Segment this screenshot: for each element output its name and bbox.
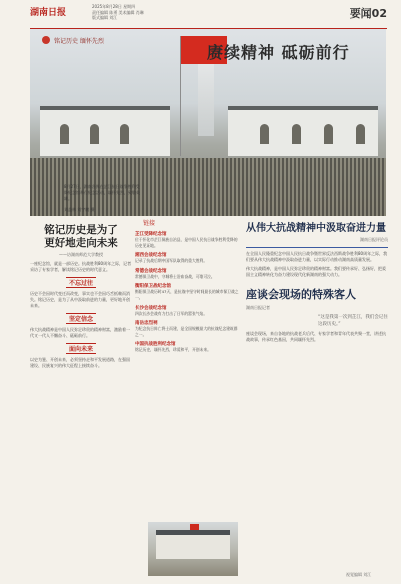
right-byline-1: 湖南日报评论员: [360, 237, 388, 242]
banner-tag: 铭记历史 缅怀先烈: [54, 38, 104, 45]
right-title-2: 座谈会现场的特殊客人: [246, 288, 356, 301]
right-title-1: 从伟大抗战精神中汲取奋进力量: [246, 223, 386, 234]
header-rule: [30, 28, 387, 29]
left-title: [30, 224, 132, 250]
link-item-title: 长沙会战纪念馆: [135, 305, 167, 311]
page-header: [0, 0, 401, 30]
monument: [198, 56, 214, 136]
issue-meta: [92, 4, 144, 21]
arch: [260, 124, 269, 144]
left-subhead-1: [30, 277, 132, 288]
link-item-title: 衡阳保卫战纪念馆: [135, 284, 171, 290]
link-item-text: 铭记历史，缅怀先烈，珍爱和平，开创未来。: [135, 347, 211, 353]
issue-layout: 版式编辑 刘江: [92, 15, 118, 20]
left-title-line1: 铭记历史是为了: [44, 224, 118, 236]
link-item-text: 记录了抗战后期中国军队取得的重大胜利。: [135, 258, 208, 264]
link-item-text: 为纪念抗日阵亡将士而建，是全国规模最大的抗战纪念建筑群之一。: [135, 326, 238, 337]
pull-quote: “这是我第一次到芷江，我们会记住这段历史。”: [318, 315, 388, 327]
issue-editors: 责任编辑 陈勇 美术编辑 肖琳: [92, 9, 144, 15]
left-column: [30, 214, 132, 369]
divider: [246, 247, 388, 248]
photo-caption: 8月27日，湖南各界在芷江抗日战争胜利受降纪念馆举行纪念活动，缅怀先烈，致敬英雄。: [64, 184, 140, 201]
flag: [190, 524, 199, 530]
arch: [120, 124, 129, 144]
link-label: 链接: [143, 220, 156, 227]
right-body-2: 座谈会现场，来自各地的抗战老兵后代、专家学者和青年代表共聚一堂，讲述抗战故事，传承红色基因，共同缅怀先烈。: [246, 331, 386, 342]
left-intro: 一座纪念馆，就是一部历史。抗战胜利80周年之际，记者采访了专家学者，解读铭记历史的时代意义。: [30, 261, 132, 272]
right-column: [246, 215, 388, 343]
left-body-3: 以史为鉴、开创未来，必须坚持走和平发展道路，在强国建设、民族复兴的伟大征程上接续奋斗。: [30, 357, 130, 368]
arch: [324, 124, 333, 144]
link-item-text: 常德保卫战中，守城将士浴血奋战，可歌可泣。: [135, 273, 215, 279]
arch: [90, 124, 99, 144]
link-item-title: 常德会战纪念馆: [135, 268, 167, 274]
memorial-photo: [148, 522, 238, 576]
arch: [60, 124, 69, 144]
link-item-title: 中国抗战胜利纪念馆: [135, 342, 176, 348]
subhead-text: 不忘过往: [66, 277, 96, 288]
left-byline: ——访湖南师范大学教授: [59, 252, 103, 257]
banner-headline: 赓续精神 砥砺前行: [207, 43, 350, 62]
footer-editor: 视觉编辑 刘江: [346, 572, 372, 577]
right-body-1: 在全国人民隆重纪念中国人民抗日战争暨世界反法西斯战争胜利80周年之际，我们要从伟大抗战精神中汲取奋进力量，以实际行动推动湖南高质量发展。: [246, 251, 388, 262]
link-item-text: 位于怀化市芷江侗族自治县，是中国人民抗日战争胜利受降的历史见证地。: [135, 237, 238, 248]
left-subhead-3: [30, 343, 132, 354]
right-body-1b: 伟大抗战精神，是中国人民弥足珍贵的精神财富。我们要传承好、弘扬好，把爱国主义精神转化为奋力建设现代化新湖南的强大动力。: [246, 266, 386, 277]
left-body-1: 历史不会因时代变迁而改变，事实也不会因巧舌抵赖而消失。铭记历史，是为了从中汲取前进的力量，更好地开创未来。: [30, 291, 130, 308]
link-item-text: 衡阳保卫战历时47天，是抗战中坚守时间最长的城市保卫战之一。: [135, 289, 239, 300]
link-item-title: 湘西会战纪念馆: [135, 253, 167, 259]
link-item-title: 芷江受降纪念馆: [135, 232, 167, 237]
left-subhead-2: [30, 313, 132, 324]
issue-date: 2025年8月28日 星期四: [92, 4, 136, 9]
arch: [356, 124, 365, 144]
middle-column: [135, 215, 240, 567]
memorial-building: [156, 530, 230, 559]
right-byline-2: 湖南日报记者: [246, 305, 270, 310]
photo-credit: 刘益林 刘宇鹏 摄: [64, 207, 95, 212]
link-item-title: 南岳忠烈祠: [135, 321, 158, 327]
subhead-text: 面向未来: [66, 343, 96, 354]
link-item-text: 四次长沙会战有力打击了日军的嚣张气焰。: [135, 310, 208, 316]
newspaper-logo: 湖南日报: [30, 8, 67, 18]
left-body-2: 伟大抗战精神是中国人民弥足珍贵的精神财富，激励着一代又一代人不懈奋斗、砥砺前行。: [30, 327, 130, 338]
subhead-text: 坚定信念: [66, 313, 96, 324]
arch: [292, 124, 301, 144]
left-title-line2: 更好地走向未来: [44, 237, 118, 249]
section-label: 要闻02: [349, 7, 387, 20]
emblem-icon: [42, 36, 50, 44]
